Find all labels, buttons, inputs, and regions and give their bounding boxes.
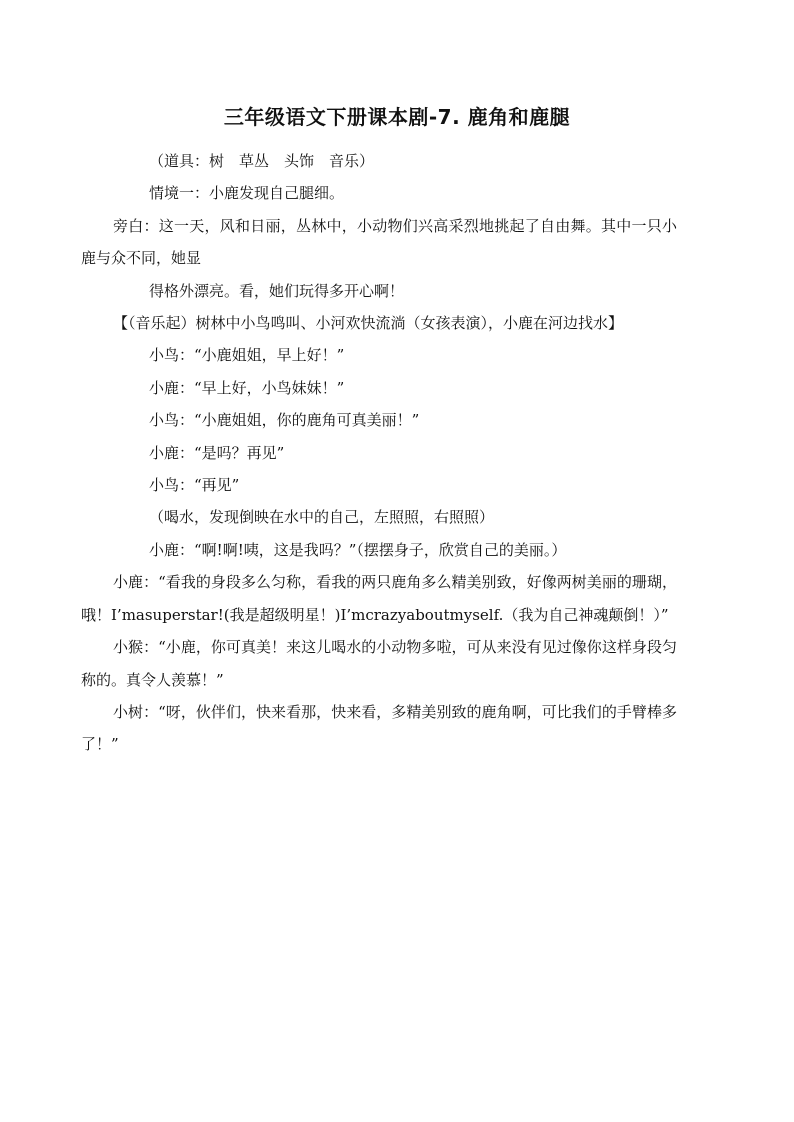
paragraph-bird-goodbye: 小鸟：“再见” <box>149 476 240 495</box>
paragraph-deer-goodbye: 小鹿：“是吗？再见” <box>149 443 285 462</box>
paragraph-deer-boast: 小鹿：“看我的身段多么匀称，看我的两只鹿角多么精美别致，好像两树美丽的珊瑚，哦！I’masuperstar!(我是超级明星！)I’mcrazyaboutmyself.（我为自己神魂颠倒！）” <box>81 573 677 624</box>
paragraph-narration: 旁白：这一天，风和日丽，丛林中，小动物们兴高采烈地挑起了自由舞。其中一只小鹿与众不同，她显 <box>81 216 677 268</box>
paragraph-bird-greeting: 小鸟：“小鹿姐姐，早上好！” <box>149 346 345 365</box>
paragraph-scene-one: 情境一：小鹿发现自己腿细。 <box>149 184 345 203</box>
paragraph-narration-cont: 得格外漂亮。看，她们玩得多开心啊！ <box>149 281 405 300</box>
paragraph-deer-greeting: 小鹿：“早上好，小鸟妹妹！” <box>149 378 345 397</box>
paragraph-props: （道具：树 草丛 头饰 音乐） <box>149 152 375 170</box>
paragraph-stage-direction-music: 【（音乐起）树林中小鸟鸣叫、小河欢快流淌（女孩表演），小鹿在河边找水】 <box>113 314 624 333</box>
document-title: 三年级语文下册课本剧-7. 鹿角和鹿腿 <box>223 105 571 129</box>
paragraph-monkey-praise: 小猴：“小鹿，你可真美！来这儿喝水的小动物多啦，可从来没有见过像你这样身段匀称的。真令人羡慕！” <box>81 638 677 689</box>
document-body <box>81 145 677 761</box>
paragraph-bird-praise: 小鸟：“小鹿姐姐，你的鹿角可真美丽！” <box>149 411 420 430</box>
paragraph-deer-surprise: 小鹿：“啊!啊!咦，这是我吗？”（摆摆身子，欣赏自己的美丽。） <box>149 540 567 559</box>
paragraph-tree-praise: 小树：“呀，伙伴们，快来看那，快来看，多精美别致的鹿角啊，可比我们的手臂棒多了！” <box>81 702 677 754</box>
paragraph-stage-direction-water: （喝水，发现倒映在水中的自己，左照照，右照照） <box>149 508 495 527</box>
